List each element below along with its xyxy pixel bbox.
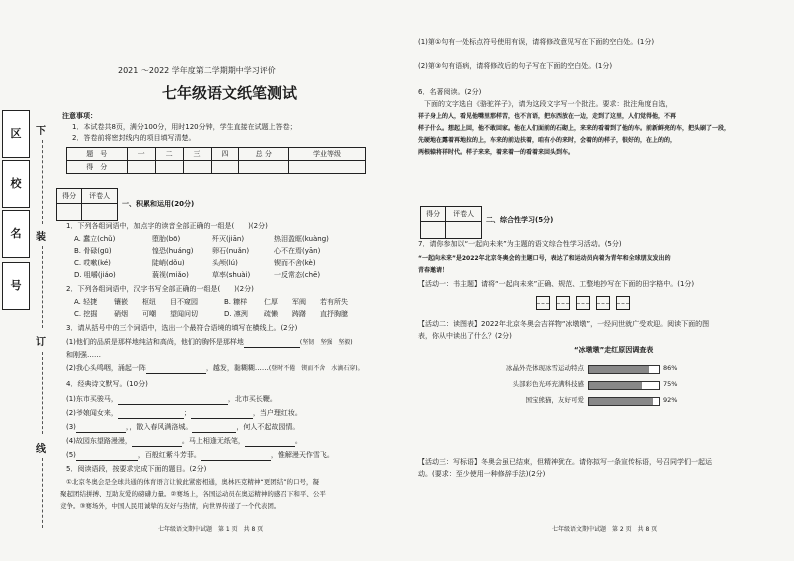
option: D. 凛洌 — [224, 310, 248, 318]
q3-line2 — [66, 364, 364, 374]
binding-box-district: 区 — [2, 110, 30, 158]
poem-blank[interactable] — [192, 423, 236, 433]
option: 心不在焉(yān) — [274, 247, 321, 255]
q3-line1 — [66, 338, 353, 348]
q7-intro: 青春邀请！ — [418, 267, 449, 274]
q5-sub2: (2)第③句有语病，请将修改后的句子写在下面的空白处。(1分) — [418, 62, 613, 70]
option: 直抒胸臆 — [320, 310, 348, 318]
chart-title: “冰墩墩”走红原因调查表 — [574, 346, 654, 354]
option: 卵石(nuǎn) — [212, 247, 250, 255]
poem-text: ，百般红紫斗芳菲。 — [137, 451, 201, 459]
option: C. 哎嗽(ké) — [74, 259, 111, 267]
q7-stem: 7．请你参加以“一起向未来”为主题的语文综合性学习活动。(5分) — [418, 240, 622, 248]
option: A. 轻捷 — [74, 298, 98, 306]
chart-bar — [589, 398, 653, 405]
section2-score-box — [420, 206, 482, 239]
poem-text: ，北市买长鞭。 — [227, 395, 277, 403]
q5-paragraph: 聚起团结拼搏、互助友爱的磅礴力量。②赛场上，各国运动员在奥运精神的感召下和平、公平 — [60, 490, 326, 498]
poem-blank[interactable] — [76, 451, 138, 461]
score-cell[interactable] — [127, 161, 155, 174]
option: 一反常态(chē) — [274, 271, 321, 279]
score-header: 三 — [183, 148, 211, 161]
poem-blank[interactable] — [118, 409, 184, 419]
notice-title: 注意事项： — [62, 112, 97, 120]
section1-title: 一、积累和运用(20分) — [122, 200, 195, 208]
score-cell[interactable] — [183, 161, 211, 174]
q2-stem: 2．下列各组词语中，汉字书写全部正确的一组是( )(2分) — [66, 285, 254, 293]
q4-line — [66, 437, 302, 447]
q7-activity3: 【活动三：写标语】冬奥会虽已结束，但精神犹在。请你拟写一条宣传标语，号召同学们一起运 — [418, 458, 712, 466]
option: A. 蠢立(chǔ) — [74, 235, 116, 243]
score-header: 四 — [211, 148, 239, 161]
option: 可嘲 — [142, 310, 156, 318]
q4-line — [66, 423, 299, 433]
score-box-cell[interactable] — [82, 204, 118, 221]
tianzige-cell[interactable] — [576, 296, 590, 310]
section1-score-box — [56, 188, 118, 221]
binding-dash — [42, 246, 43, 328]
q6-stem: 6．名著阅读。(2分) — [418, 88, 482, 96]
option: 望闻问切 — [170, 310, 198, 318]
option: 头颅(lú) — [212, 259, 238, 267]
q7-activity2: 表，你从中读出了什么？(2分) — [418, 332, 512, 340]
option: 镶嵌 — [114, 298, 128, 306]
chart-value-label: 75% — [663, 380, 678, 388]
option: 藐视(miǎo) — [152, 271, 189, 279]
chart-value-label: 92% — [663, 396, 678, 404]
poem-blank[interactable] — [201, 451, 271, 461]
option: 目不窥园 — [170, 298, 198, 306]
option: 若有所失 — [320, 298, 348, 306]
tianzige-cell[interactable] — [616, 296, 630, 310]
binding-box-school: 校 — [2, 160, 30, 208]
poem-blank[interactable] — [191, 409, 253, 419]
binding-label-xia: 下 — [36, 126, 46, 137]
binding-label-xian: 线 — [36, 444, 46, 455]
binding-dash — [42, 352, 43, 434]
page-footer-left: 七年级语文期中试题 第 1 页 共 8 页 — [158, 526, 264, 533]
q4-line — [66, 395, 277, 405]
q4-line — [66, 451, 334, 461]
q3-text: ，越发，黏糊糊…… — [205, 364, 269, 372]
option: 踌躇 — [292, 310, 306, 318]
q6-passage: 样子什么。想起上回，他不敢回家。他在人们面前的石砌上，来来的看着到了他的车。前新鲜亮的车，把头刷了一段， — [418, 125, 731, 132]
binding-box-number: 号 — [2, 262, 30, 310]
option: B. 骨碌(gū) — [74, 247, 112, 255]
option: 锲而不舍(kè) — [274, 259, 316, 267]
score-cell[interactable] — [155, 161, 183, 174]
score-header: 学业等级 — [288, 148, 365, 161]
score-header: 一 — [127, 148, 155, 161]
tianzige-grid[interactable] — [536, 294, 656, 320]
chart-category-label: 国宝熊猫，友好可爱 — [525, 396, 584, 404]
q6-intro: 下面的文字选自《骆驼祥子》，请为这段文字写一个批注。要求：批注角度自选， — [424, 100, 673, 108]
q1-stem: 1．下列各组词语中，加点字的读音全部正确的一组是( )(2分) — [66, 222, 268, 230]
binding-dash — [42, 458, 43, 528]
exam-title: 七年级语文纸笔测试 — [162, 84, 298, 102]
score-header: 总 分 — [239, 148, 289, 161]
q7-activity3: 动。(要求：至少使用一种修辞手法)(2分) — [418, 470, 546, 478]
q6-passage: 先硬地在露着再地拉的上，车来的前边扶着，咱有小的来时，会着的的样子，很好的，在上的的， — [418, 137, 677, 144]
option: 军阀 — [292, 298, 306, 306]
option: C. 挖掘 — [74, 310, 98, 318]
tianzige-cell[interactable] — [556, 296, 570, 310]
q7-intro: “一起向未来”是2022年北京冬奥会的主题口号，表达了和运动员向着为青年和全球朋友发出的 — [418, 255, 671, 262]
poem-text: 马上相逢无纸笔， — [188, 437, 245, 445]
page-footer-right: 七年级语文期中试题 第 2 页 共 8 页 — [552, 526, 658, 533]
option: 热泪盈眶(kuàng) — [274, 235, 329, 243]
score-cell[interactable] — [239, 161, 289, 174]
option: 堕胎(bō) — [152, 235, 181, 243]
q5-paragraph: 竞争。③赛场外，中国人民用诚挚的友好与热情，向世界传递了一个代表团。 — [60, 502, 281, 510]
binding-dash — [42, 140, 43, 224]
poem-text: 。 — [294, 437, 302, 445]
q3-text: (2)我心头鸣咽，涌起一阵 — [66, 364, 146, 372]
option: B. 糠样 — [224, 298, 248, 306]
poem-blank[interactable] — [118, 395, 228, 405]
q3-text: (1)他们的品质是那样地纯洁和高尚，他们的胸怀是那样地 — [66, 338, 244, 346]
poem-text: ，惟解漫天作雪飞。 — [270, 451, 334, 459]
option: 仁厚 — [264, 298, 278, 306]
q6-passage: 祥子身上的人，看见他嘴里那样苦，也不言语，把东西放在一边，走到了这里，人们觉得他，不再 — [418, 113, 677, 120]
chart-bar — [589, 382, 642, 389]
q6-passage: 两根辕将祥时代。样子来来，着来着一的看着来回头到车。 — [418, 149, 575, 156]
poem-text: ； — [183, 409, 191, 417]
score-box-label: 评卷人 — [446, 207, 482, 222]
q3-choices: (登时不倦 锲而不舍 水滴石穿)。 — [268, 365, 364, 372]
score-box-cell[interactable] — [421, 222, 446, 239]
score-table — [66, 147, 366, 174]
poem-text: (5) — [66, 451, 76, 459]
score-box-cell[interactable] — [57, 204, 82, 221]
score-header: 二 — [155, 148, 183, 161]
poem-text: (4)故园东望路漫漫， — [66, 437, 132, 445]
q5-sub1: (1)第①句有一处标点符号使用有误，请将修改意见写在下面的空白处。(1分) — [418, 38, 655, 46]
poem-text: ，散入春风满洛城。 — [129, 423, 193, 431]
option: 草率(shuài) — [212, 271, 251, 279]
binding-label-zhuang: 装 — [36, 232, 46, 243]
tianzige-cell[interactable] — [536, 296, 550, 310]
exam-header: 2021 ～2022 学年度第二学期期中学习评价 — [118, 66, 276, 75]
chart-category-label: 冰晶外壳体现冰雪运动特点 — [506, 364, 584, 372]
tianzige-cell[interactable] — [596, 296, 610, 310]
binding-box-name: 名 — [2, 210, 30, 258]
chart-value-label: 86% — [663, 364, 678, 372]
poem-blank[interactable] — [132, 437, 182, 447]
poem-blank[interactable] — [76, 423, 126, 433]
q5-stem: 5．阅读语段，按要求完成下面的题目。(2分) — [66, 465, 207, 473]
option: 疏懒 — [264, 310, 278, 318]
q4-line — [66, 409, 302, 419]
poem-text: (1)东市买骏马， — [66, 395, 118, 403]
option: 陡峭(dǒu) — [152, 259, 185, 267]
q3-stem: 3．请从括号中的三个词语中，选出一个最符合语境的填写在横线上。(2分) — [66, 324, 298, 332]
binding-strip — [0, 0, 34, 561]
q3-line1-cont: 和刚强…… — [66, 351, 101, 359]
q3-blank-1[interactable] — [244, 338, 300, 348]
notice-line: 1．本试卷共8页，满分100分，用时120分钟，学生直接在试题上答卷； — [72, 123, 297, 131]
q3-blank-2[interactable] — [146, 364, 206, 374]
q3-choices: (坚韧 坚强 坚毅) — [299, 339, 353, 346]
score-box-label: 得分 — [421, 207, 446, 222]
q7-activity1: 【活动一：书主题】请将“一起向未来”正确、规范、工整地抄写在下面的田字格中。(1分) — [418, 280, 695, 288]
option: 歼灭(jiān) — [212, 235, 245, 243]
option: D. 咀嚼(jiáo) — [74, 271, 116, 279]
score-row-label: 得 分 — [67, 161, 128, 174]
bar-chart — [470, 358, 710, 418]
option: 惶恐(huáng) — [152, 247, 194, 255]
poem-blank[interactable] — [245, 437, 295, 447]
score-box-label: 得分 — [57, 189, 82, 204]
option: 硝烟 — [114, 310, 128, 318]
q4-stem: 4．经典诗文默写。(10分) — [66, 380, 148, 388]
score-cell[interactable] — [211, 161, 239, 174]
poem-text: (3) — [66, 423, 76, 431]
poem-text: ，何人不起故园情。 — [236, 423, 300, 431]
chart-bar — [589, 366, 649, 373]
q7-activity2: 【活动二：读图表】2022年北京冬奥会吉祥物“冰墩墩”，一经问世就广受欢迎。阅读下面的图 — [418, 320, 710, 328]
score-cell[interactable] — [288, 161, 365, 174]
binding-label-ding: 订 — [36, 337, 46, 348]
poem-text: ， — [125, 423, 130, 431]
section2-title: 二、综合性学习(5分) — [486, 216, 554, 224]
chart-category-label: 头部彩色光环充满科技感 — [512, 380, 584, 388]
notice-line: 2．答卷前将密封线内的项目填写清楚。 — [72, 134, 196, 142]
poem-text: ，当户理红妆。 — [252, 409, 302, 417]
option: 枢纽 — [142, 298, 156, 306]
poem-text: (2)爷娘闻女来， — [66, 409, 118, 417]
q5-paragraph: ①北京冬奥会是全球共通的体育语言让彼此紧密相通，奥林匹克精神“更团结”的口号，凝 — [66, 478, 320, 486]
score-box-cell[interactable] — [446, 222, 482, 239]
poem-text: 。 — [181, 437, 189, 445]
score-header: 题 号 — [67, 148, 128, 161]
score-box-label: 评卷人 — [82, 189, 118, 204]
